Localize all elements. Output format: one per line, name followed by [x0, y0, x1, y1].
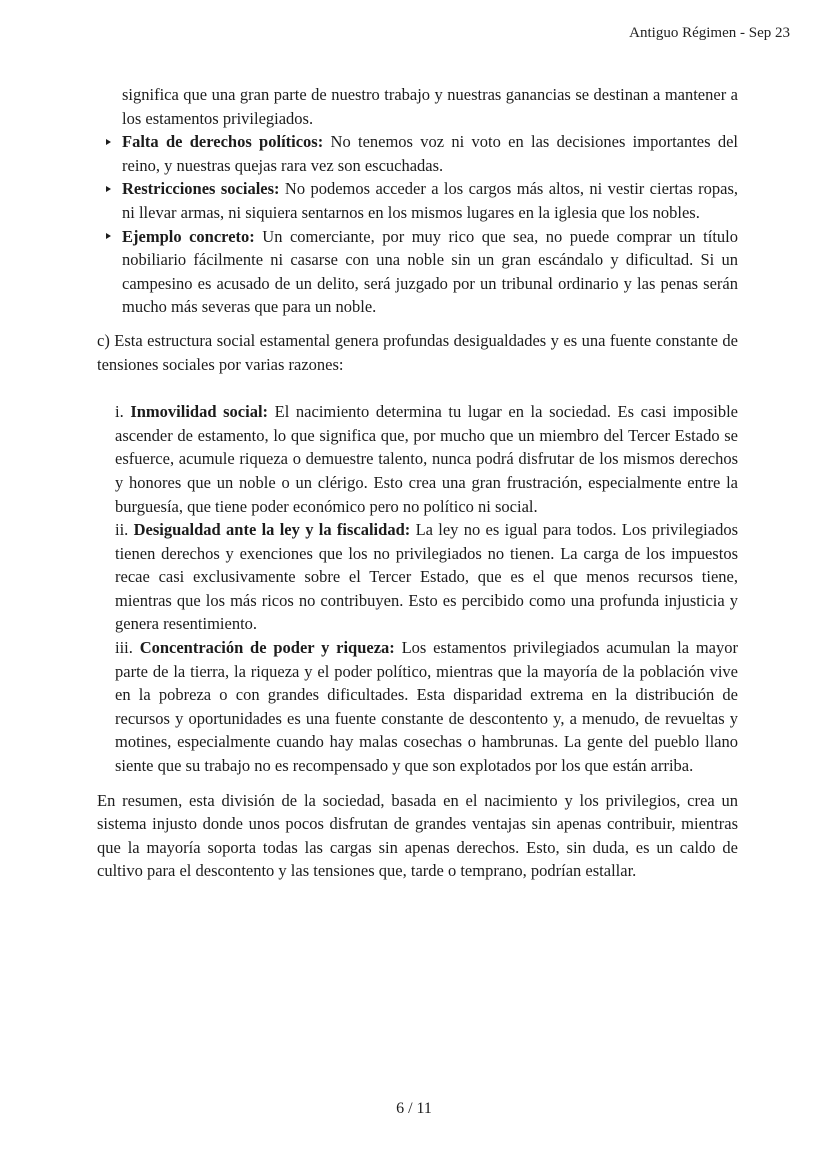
list-item-falta-derechos [97, 130, 738, 177]
numbered-item-iii [115, 636, 738, 778]
document-body [97, 83, 738, 883]
bullet-text: Un comerciante, por muy rico que sea, no puede comprar un título nobiliario fácilmente ni casarse con una noble sin un gran escándalo y dificultad. Si un campesino es acusado de un delito, será juzgado por un tribunal ordinario y las penas serán mucho más severas que para un noble. [122, 226, 739, 317]
item-text: Los estamentos privilegiados acumulan la mayor parte de la tierra, la riqueza y el poder político, mientras que la mayoría de la población vive en la pobreza o con grandes dificultades. Esta disparidad extrema en la distribución de recursos y oportunidades es una fuente constante de descontento y, a menudo, de revueltas y motines, especialmente cuando hay malas cosechas o hambrunas. La gente del pueblo llano siente que su trabajo no es recompensado y que son explotados por los que están arriba. [115, 638, 738, 776]
list-item-restricciones [97, 177, 738, 224]
page-footer [0, 1100, 828, 1118]
triangle-bullet-icon [106, 233, 111, 239]
bullet-text: No tenemos voz ni voto en las decisiones importantes del reino, y nuestras quejas rara vez son escuchadas. [122, 132, 739, 175]
header-title: Antiguo Régimen - Sep 23 [629, 25, 790, 41]
page-number: 6 / 11 [396, 1100, 432, 1117]
page-header [0, 24, 790, 42]
item-text: La ley no es igual para todos. Los privilegiados tienen derechos y exenciones que los no privilegiados no tienen. La carga de los impuestos recae casi exclusivamente sobre el Tercer Estado, que es el que menos recursos tiene, mientras que los más ricos no contribuyen. Esto es percibido como una profunda injusticia y genera resentimiento. [115, 520, 739, 634]
bullet-label: Restricciones sociales: [122, 179, 280, 199]
bullet-text: No podemos acceder a los cargos más altos, ni vestir ciertas ropas, ni llevar armas, ni siquiera sentarnos en los mismos lugares en la iglesia que los nobles. [122, 179, 738, 222]
triangle-bullet-icon [106, 139, 111, 145]
numbered-item-ii [115, 518, 738, 636]
numbered-item-i [115, 400, 738, 518]
paragraph-continuation: significa que una gran parte de nuestro trabajo y nuestras ganancias se destinan a mantener a los estamentos privilegiados. [122, 85, 738, 128]
item-text: El nacimiento determina tu lugar en la sociedad. Es casi imposible ascender de estamento, lo que significa que, por mucho que un miembro del Tercer Estado se esfuerce, acumule riqueza o demuestre talento, nunca podrá disfrutar de los mismos derechos y honores que un noble o un clérigo. Esto crea una gran frustración, especialmente entre la burguesía, que tiene poder económico pero no político ni social. [115, 402, 738, 516]
item-numeral: ii. [115, 520, 129, 540]
list-item-ejemplo [97, 225, 738, 319]
paragraph-c: c) Esta estructura social estamental genera profundas desigualdades y es una fuente constante de tensiones sociales por varias razones: [97, 330, 738, 374]
item-label: Inmovilidad social: [130, 402, 269, 422]
bullet-list [97, 130, 738, 319]
item-numeral: i. [115, 402, 124, 422]
triangle-bullet-icon [106, 186, 111, 192]
item-label: Desigualdad ante la ley y la fiscalidad: [133, 520, 411, 540]
paragraph-closing: En resumen, esta división de la sociedad, basada en el nacimiento y los privilegios, crea un sistema injusto donde unos pocos disfrutan de grandes ventajas sin apenas contribuir, mientras que la mayoría soporta todas las cargas sin apenas derechos. Esto, sin duda, es un caldo de cultivo para el descontento y las tensiones que, tarde o temprano, podrían estallar. [97, 790, 738, 881]
numbered-list [115, 400, 738, 778]
item-label: Concentración de poder y riqueza: [139, 638, 395, 658]
bullet-label: Ejemplo concreto: [122, 226, 255, 246]
bullet-label: Falta de derechos políticos: [122, 132, 324, 152]
item-numeral: iii. [115, 638, 133, 658]
